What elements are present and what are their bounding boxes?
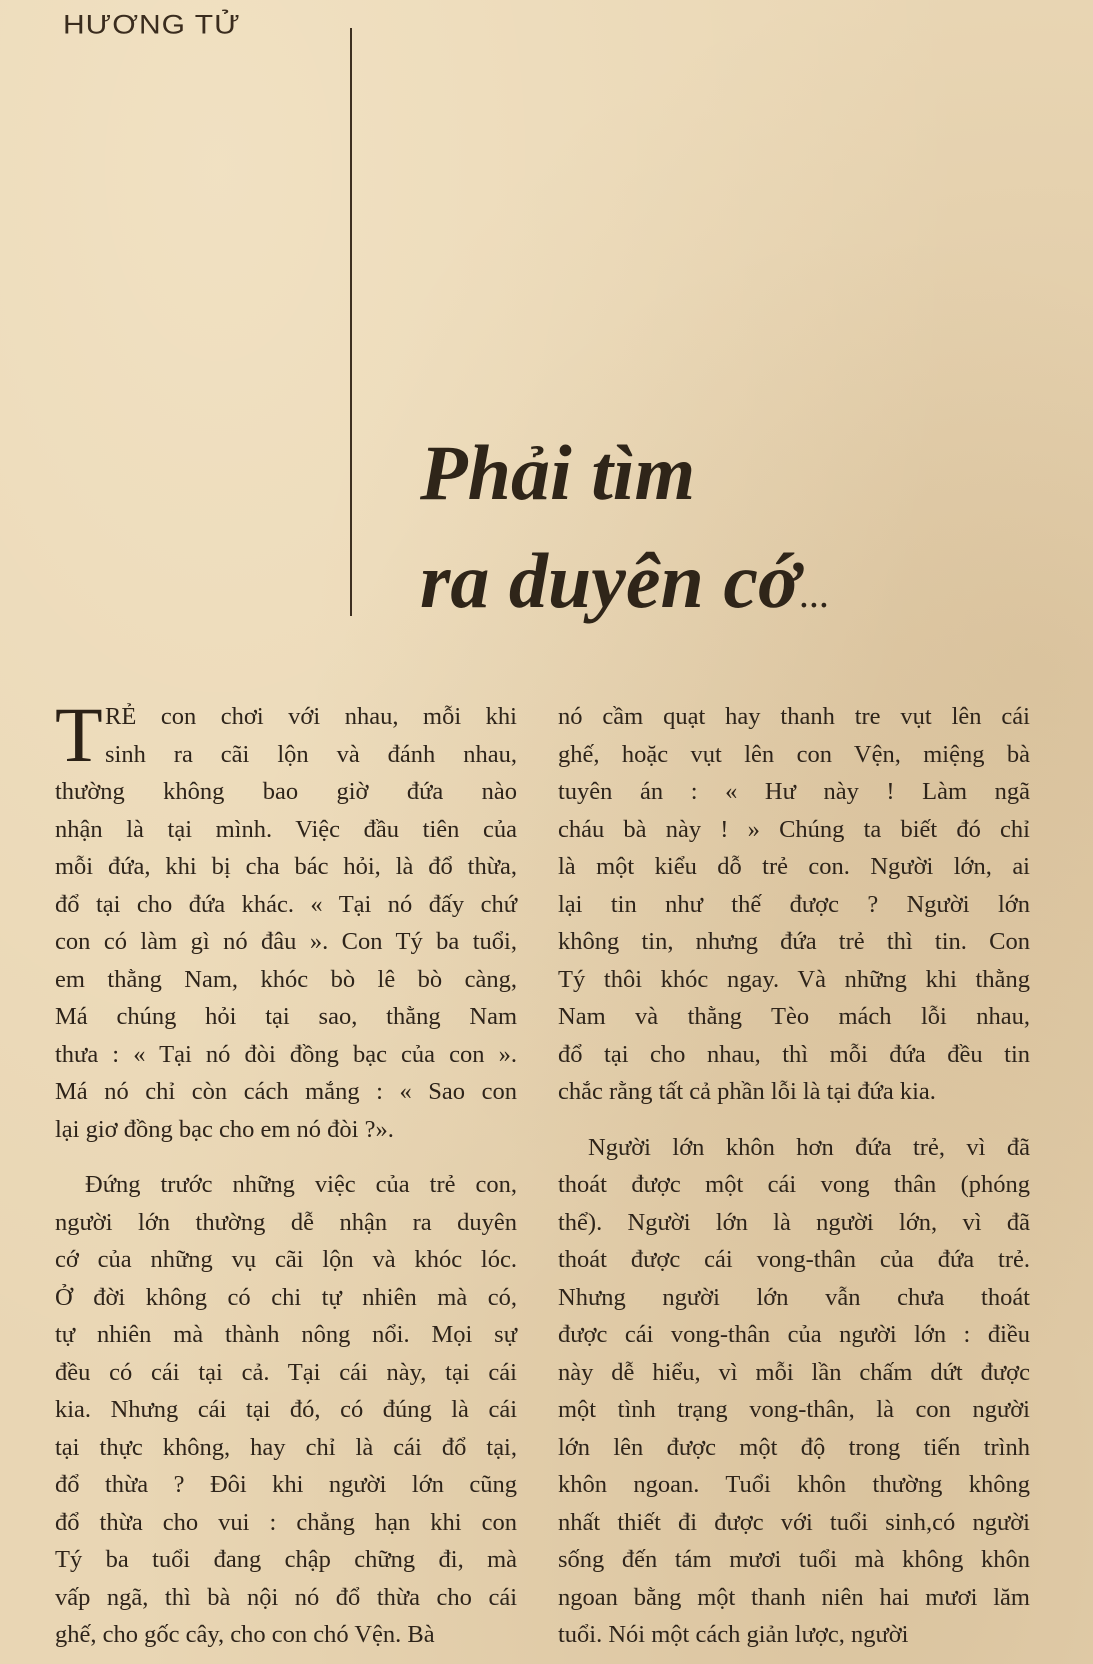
paragraph-4: [558, 1129, 1030, 1654]
vertical-rule: [350, 28, 352, 616]
text-line: kia. Nhưng cái tại đó, có đúng là cái: [55, 1396, 517, 1423]
left-column: [55, 691, 517, 1654]
text-line: Má nó chỉ còn cách mắng : « Sao con: [55, 1078, 517, 1105]
text-line: Người lớn khôn hơn đứa trẻ, vì đã: [588, 1133, 1030, 1161]
text-line: đổ tại cho nhau, thì mỗi đứa đều tin: [558, 1040, 1030, 1068]
article-title-line-1: [420, 428, 695, 518]
text-line: thoát được một cái vong thân (phóng: [558, 1171, 1030, 1198]
text-line: là một kiểu dỗ trẻ con. Người lớn, ai: [558, 853, 1030, 880]
text-line: nó cầm quạt hay thanh tre vụt lên cái: [558, 703, 1030, 730]
text-line: cớ của những vụ cãi lộn và khóc lóc.: [55, 1246, 517, 1273]
text-line: thưa : « Tại nó đòi đồng bạc của con ».: [55, 1040, 517, 1068]
text-line: Má chúng hỏi tại sao, thằng Nam: [55, 1003, 517, 1030]
paragraph-2: [55, 1166, 517, 1654]
text-line: đổ thừa ? Đôi khi người lớn cũng: [55, 1471, 517, 1498]
text-line-content: RẺ con chơi với nhau, mỗi khi: [105, 703, 517, 730]
title-text-2: ra duyên cớ: [420, 537, 800, 624]
text-line: mỗi đứa, khi bị cha bác hỏi, là đổ thừa,: [55, 853, 517, 880]
text-line: này dễ hiểu, vì mỗi lần chấm dứt được: [558, 1358, 1030, 1386]
text-line: tự nhiên mà thành nông nổi. Mọi sự: [55, 1321, 517, 1348]
author-name: HƯƠNG TỬ: [63, 10, 241, 40]
text-line: tuyên án : « Hư này ! Làm ngã: [558, 778, 1030, 805]
text-line: nhận là tại mình. Việc đầu tiên của: [55, 815, 517, 843]
text-line: ghế, hoặc vụt lên con Vện, miệng bà: [558, 740, 1030, 768]
text-line: đổ thừa cho vui : chẳng hạn khi con: [55, 1508, 517, 1536]
text-line: lại giơ đồng bạc cho em nó đòi ?».: [55, 1115, 394, 1143]
text-line: ngoan bằng một thanh niên hai mươi lăm: [558, 1583, 1030, 1611]
text-line: thường không bao giờ đứa nào: [55, 778, 517, 805]
text-line: con có làm gì nó đâu ». Con Tý ba tuổi,: [55, 928, 517, 955]
text-line: đều có cái tại cả. Tại cái này, tại cái: [55, 1358, 517, 1386]
text-line: Tý thôi khóc ngay. Và những khi thằng: [558, 965, 1030, 993]
text-line: không tin, nhưng đứa trẻ thì tin. Con: [558, 928, 1030, 955]
text-line: lại tin như thế được ? Người lớn: [558, 890, 1030, 918]
text-line: đổ tại cho đứa khác. « Tại nó đấy chứ: [55, 890, 517, 918]
text-line: một tình trạng vong-thân, là con người: [558, 1396, 1030, 1423]
text-line: người lớn thường dễ nhận ra duyên: [55, 1208, 517, 1236]
article-title-line-2: [420, 536, 830, 626]
text-line: tại thực không, hay chỉ là cái đổ tại,: [55, 1433, 517, 1461]
text-line: sống đến tám mươi tuổi mà không khôn: [558, 1546, 1030, 1573]
text-line: thoát được cái vong-thân của đứa trẻ.: [558, 1246, 1030, 1273]
paragraph-1: [55, 691, 517, 1148]
text-line: sinh ra cãi lộn và đánh nhau,: [105, 740, 517, 768]
text-line: Ở đời không có chi tự nhiên mà có,: [55, 1283, 517, 1311]
text-line: lớn lên được một độ trong tiến trình: [558, 1433, 1030, 1461]
text-line: Nam và thằng Tèo mách lỗi nhau,: [558, 1003, 1030, 1030]
text-line: em thằng Nam, khóc bò lê bò càng,: [55, 965, 517, 993]
text-line: Tý ba tuổi đang chập chững đi, mà: [55, 1546, 517, 1573]
text-line: chắc rằng tất cả phần lỗi là tại đứa kia.: [558, 1078, 936, 1105]
right-column: [558, 698, 1030, 1654]
text-line: nhất thiết đi được với tuổi sinh,có người: [558, 1508, 1030, 1536]
text-line: Nhưng người lớn vẫn chưa thoát: [558, 1283, 1030, 1311]
text-line: vấp ngã, thì bà nội nó đổ thừa cho cái: [55, 1583, 517, 1611]
text-line: được cái vong-thân của người lớn : điều: [558, 1321, 1030, 1348]
text-line: ghế, cho gốc cây, cho con chó Vện. Bà: [55, 1621, 435, 1648]
title-ellipsis: ...: [799, 571, 830, 616]
text-line: Đứng trước những việc của trẻ con,: [85, 1171, 517, 1198]
text-line: tuổi. Nói một cách giản lược, người: [558, 1621, 909, 1648]
title-text-1: Phải tìm: [420, 429, 696, 516]
text-line: khôn ngoan. Tuổi khôn thường không: [558, 1471, 1030, 1498]
drop-cap: T: [55, 691, 103, 778]
text-line: thể). Người lớn là người lớn, vì đã: [558, 1208, 1030, 1236]
text-line: cháu bà này ! » Chúng ta biết đó chỉ: [558, 815, 1030, 843]
paragraph-3: [558, 698, 1030, 1111]
